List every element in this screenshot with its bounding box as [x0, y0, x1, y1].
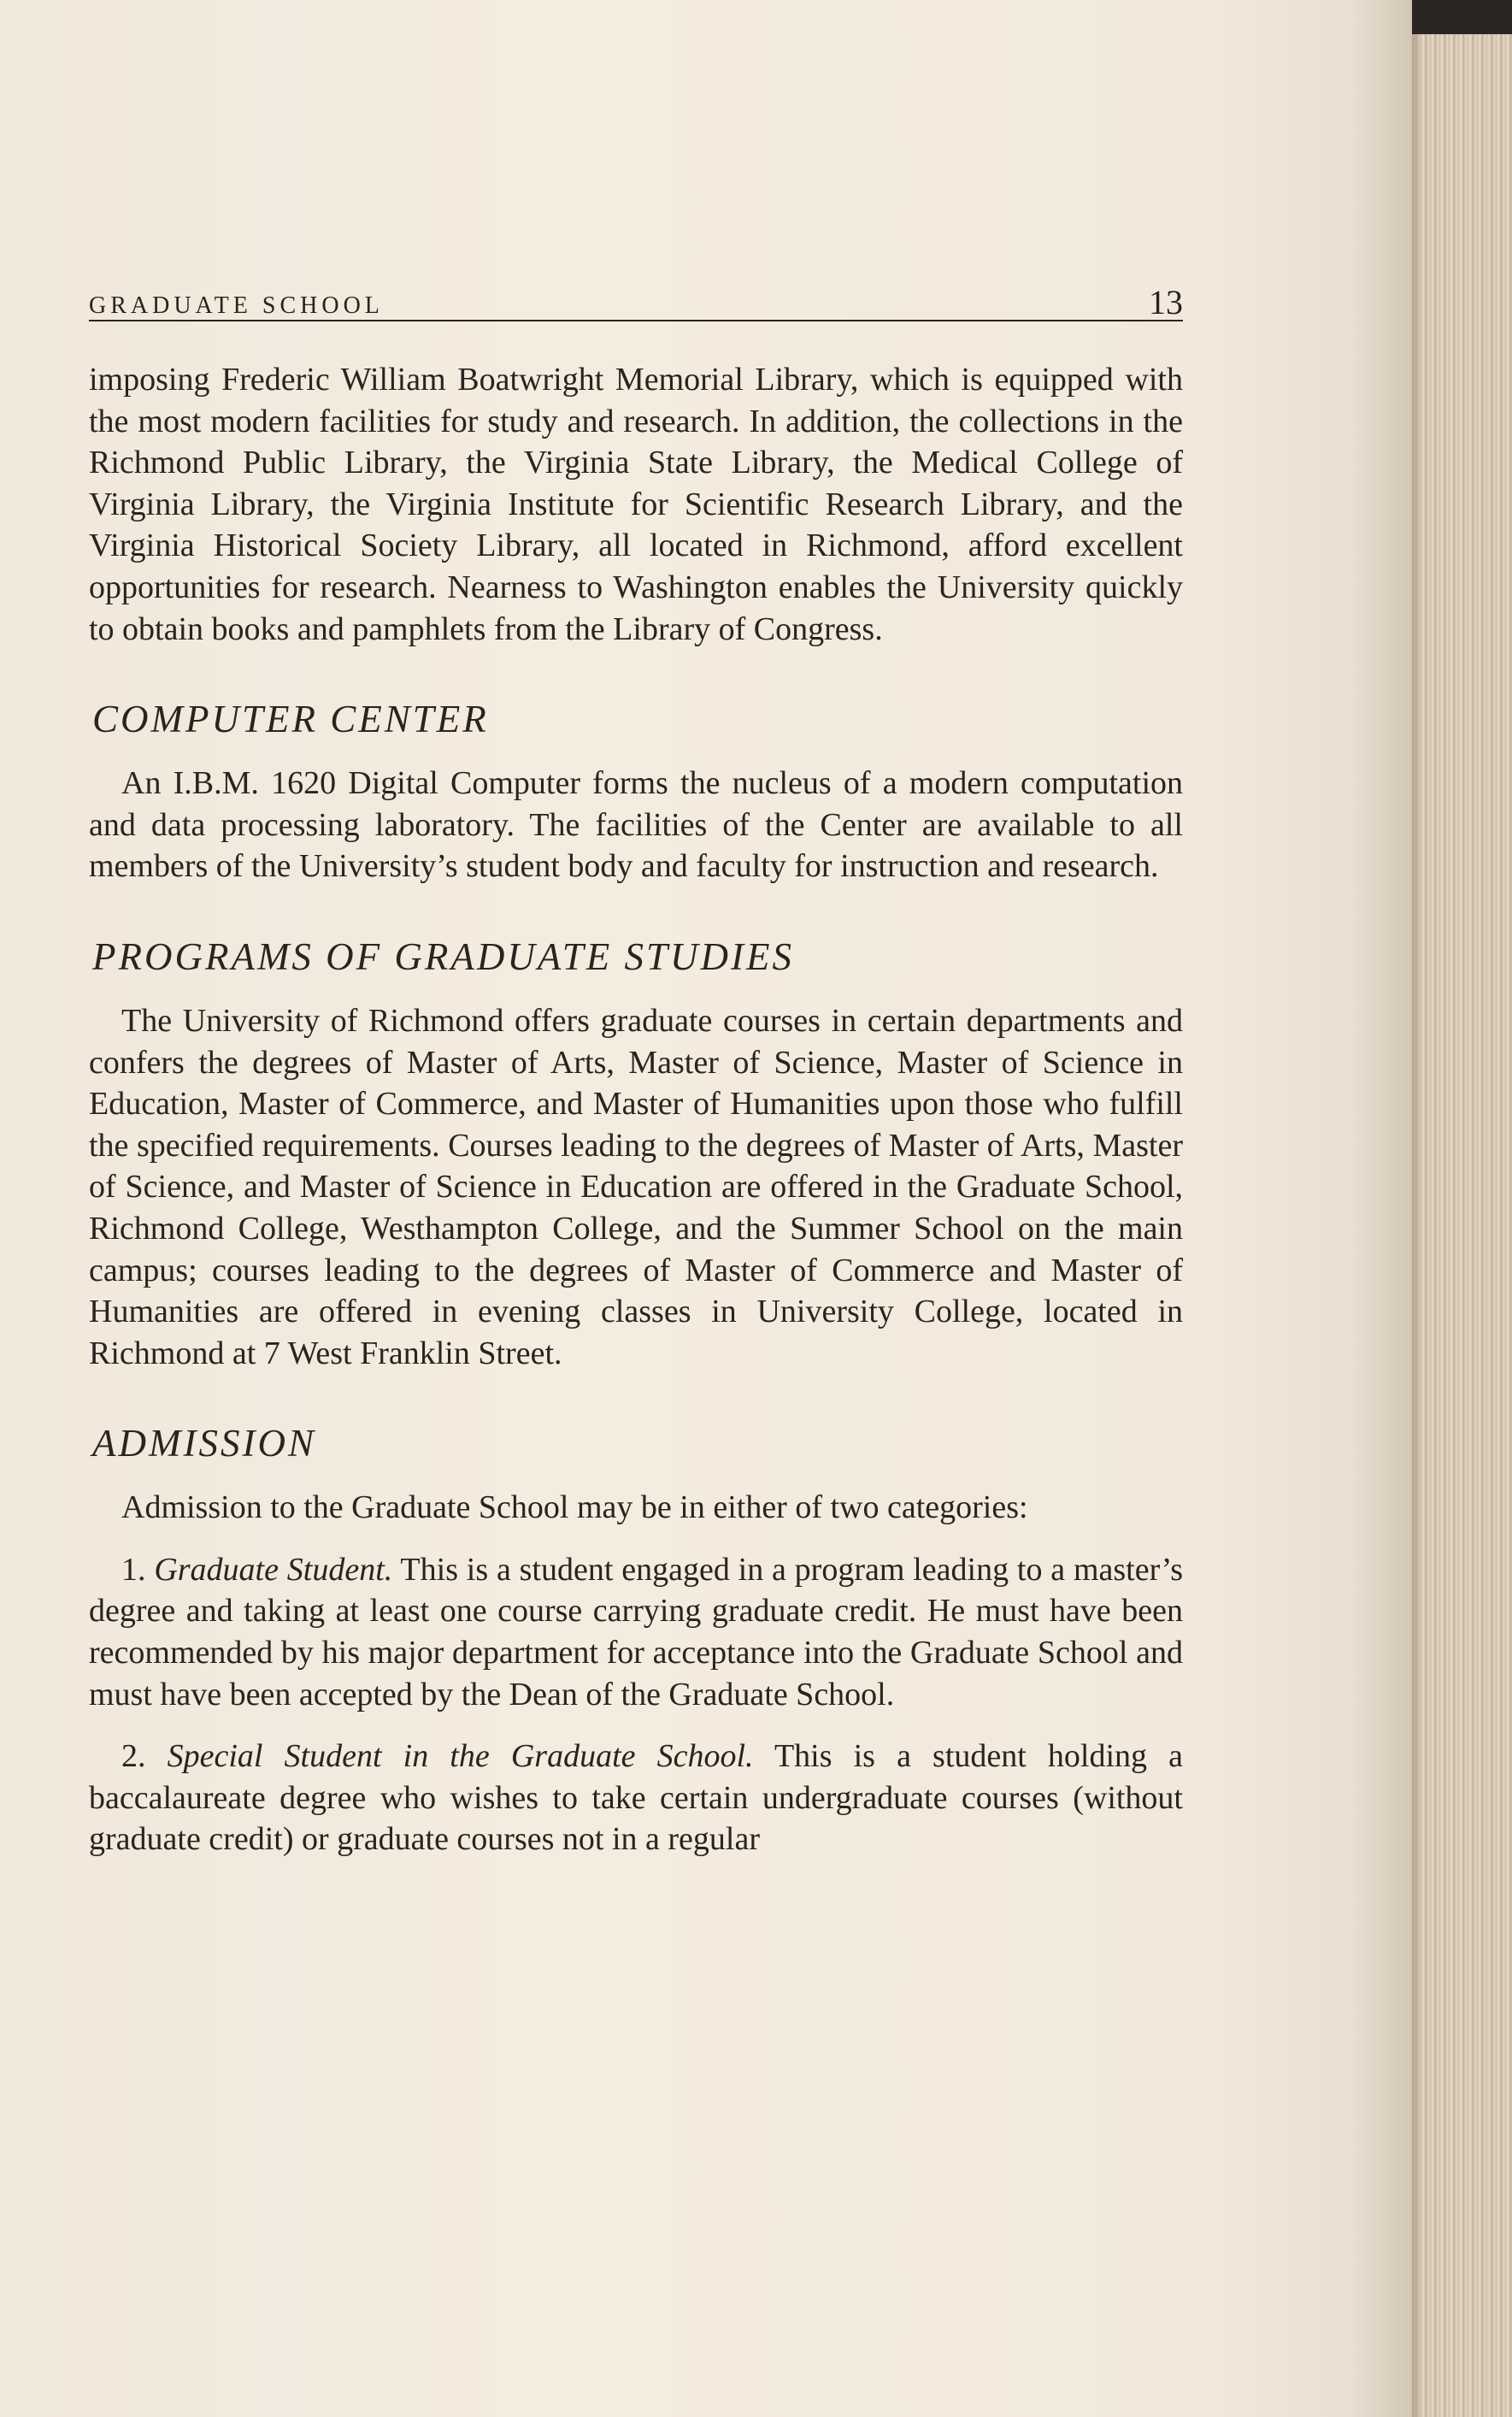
background-corner	[1412, 0, 1512, 34]
item-term: Graduate Student.	[154, 1551, 393, 1588]
page-shadow	[1350, 0, 1412, 2417]
page-content	[89, 282, 1183, 1860]
admission-item-graduate-student	[89, 1549, 1183, 1715]
item-number: 1.	[121, 1551, 146, 1588]
programs-heading: PROGRAMS OF GRADUATE STUDIES	[92, 934, 794, 978]
item-term: Special Student in the Graduate School.	[167, 1738, 754, 1775]
page-number: 13	[1149, 283, 1183, 321]
computer-center-heading: COMPUTER CENTER	[92, 698, 489, 741]
item-text: This is a student engaged in a program leading to a master’s degree and taking at least one course carrying graduate credit. He must have been recommended by his major department for acceptance into the Graduate School and must have been accepted by the Dean of the Graduate School.	[89, 1551, 1183, 1713]
admission-item-special-student	[89, 1736, 1183, 1860]
running-title: GRADUATE SCHOOL	[89, 292, 384, 319]
programs-paragraph: The University of Richmond offers graduate courses in certain departments and confers the degrees of Master of Arts, Master of Science, Master of Science in Education, Master of Commerce, and Master of Humanities upon those who fulfill the specified requirements. Courses leading to the degrees of Master of Arts, Master of Science, and Master of Science in Education are offered in the Graduate School, Richmond College, Westhampton College, and the Summer School on the main campus; courses leading to the degrees of Master of Commerce and Master of Humanities are offered in evening classes in University College, located in Richmond at 7 West Franklin Street.	[89, 1002, 1183, 1371]
intro-paragraph: imposing Frederic William Boatwright Memorial Library, which is equipped with the most modern facilities for study and research. In addition, the collections in the Richmond Public Library, the Virginia State Library, the Medical College of Virginia Library, the Virginia Institute for Scientific Research Library, and the Virginia Historical Society Library, all located in Richmond, afford excellent opportunities for research. Nearness to Washington enables the University quickly to obtain books and pamphlets from the Library of Congress.	[89, 362, 1183, 647]
admission-heading: ADMISSION	[92, 1422, 316, 1465]
admission-intro: Admission to the Graduate School may be in either of two categories:	[121, 1489, 1028, 1526]
computer-center-paragraph: An I.B.M. 1620 Digital Computer forms the nucleus of a modern computation and data processing laboratory. The facilities of the Center are available to all members of the University’s student body and faculty for instruction and research.	[89, 765, 1183, 885]
item-number: 2.	[121, 1738, 146, 1775]
item-text: This is a student holding a baccalaureate degree who wishes to take certain undergraduate courses (without graduate credit) or graduate courses not in a regular	[89, 1738, 1183, 1858]
stacked-page-edges	[1412, 34, 1512, 2417]
running-head	[89, 282, 1183, 321]
